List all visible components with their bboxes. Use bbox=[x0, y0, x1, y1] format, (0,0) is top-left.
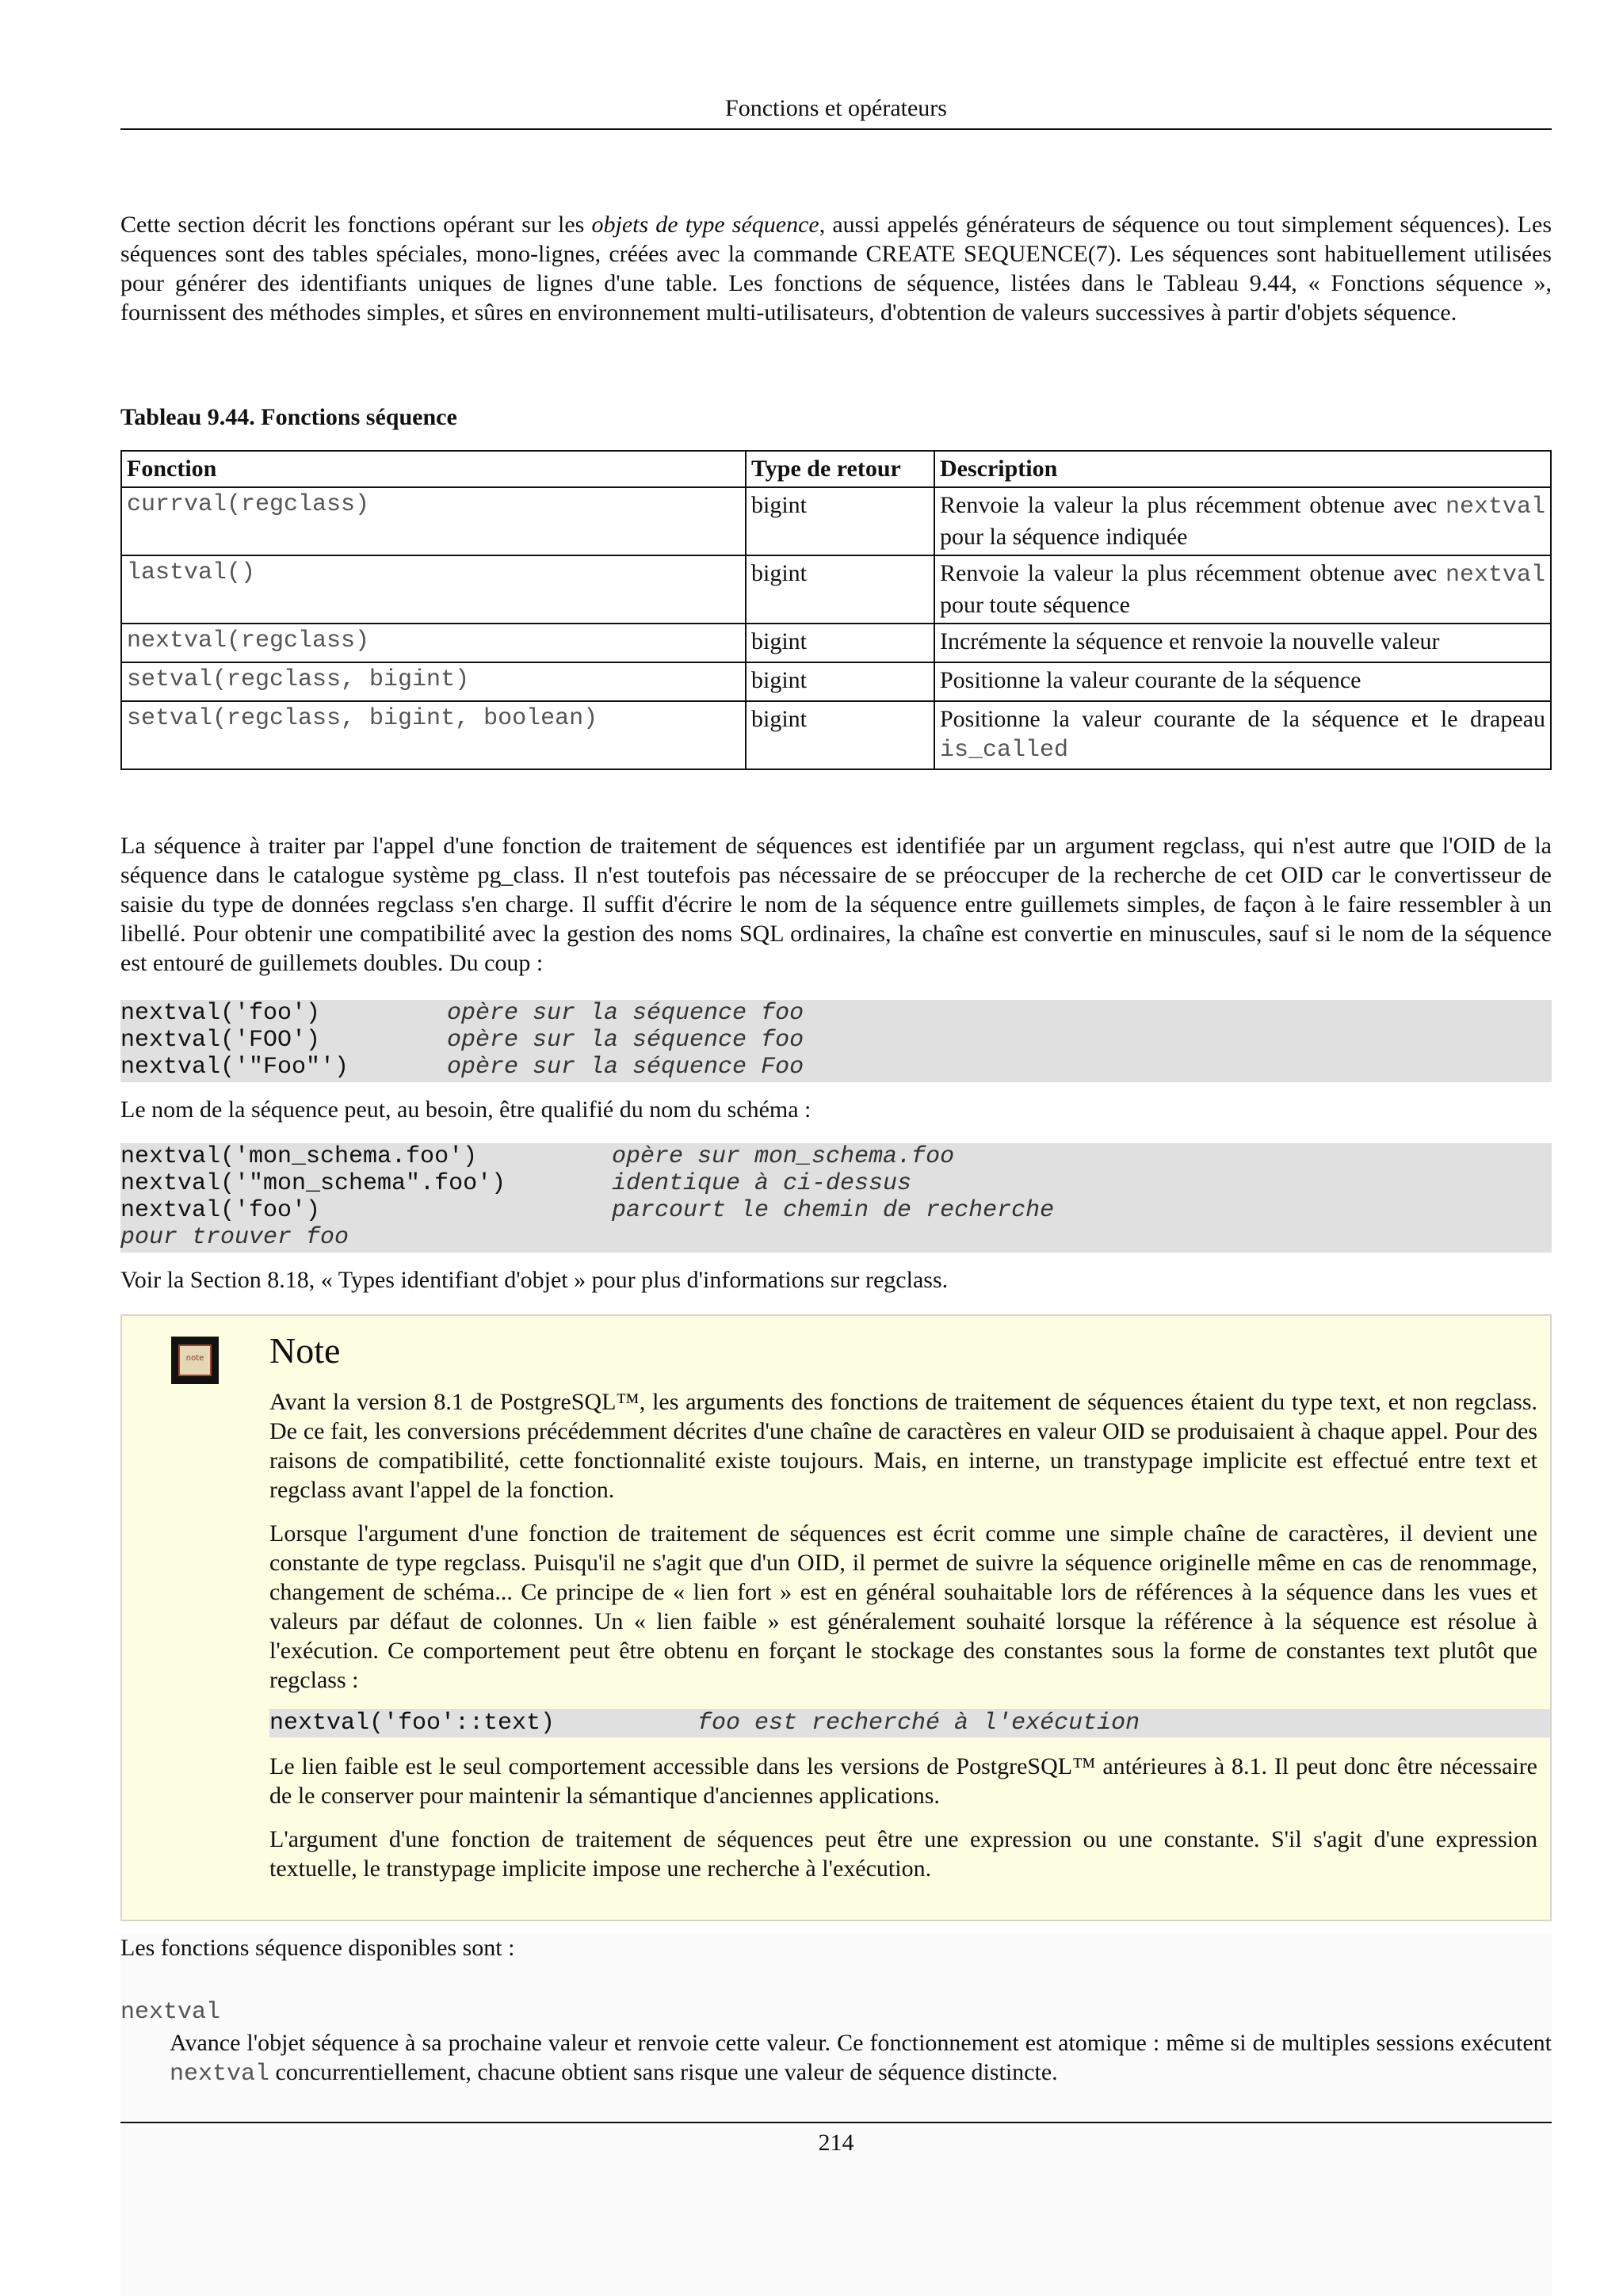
description-text: pour la séquence indiquée bbox=[940, 524, 1188, 550]
code-text: nextval('"Foo"') bbox=[120, 1054, 349, 1081]
code-comment: pour trouver foo bbox=[120, 1224, 349, 1251]
available-functions-paragraph: Les fonctions séquence disponibles sont : bbox=[120, 1935, 515, 1961]
description-cell bbox=[934, 662, 1551, 701]
description-code: nextval bbox=[1445, 494, 1545, 521]
return-type-cell: bigint bbox=[746, 487, 934, 555]
note-paragraph: L'argument d'une fonction de traitement de séquences peut être une expression ou une constante. S'il s'agit d'une expression textuelle, le transtypage implicite impose une recherche à l'exécution. bbox=[269, 1826, 1537, 1882]
note-paragraph: Avant la version 8.1 de PostgreSQL™, les arguments des fonctions de traitement de séquences étaient du type text, et non regclass. De ce fait, les conversions précédemment décrites d'une chaîne de caractères en valeur OID se produisaient à chaque appel. Pour des raisons de compatibilité, cette fonctionnalité existe toujours. Mais, en interne, un transtypage implicite est effectué entre text et regclass avant l'appel de la fonction. bbox=[269, 1389, 1537, 1503]
return-type-cell: bigint bbox=[746, 624, 934, 662]
code-line bbox=[120, 1143, 1552, 1170]
header-rule bbox=[120, 128, 1552, 130]
code-example-schema bbox=[120, 1143, 1552, 1253]
term-text: concurrentiellement, chacune obtient sans risque une valeur de séquence distincte. bbox=[269, 2059, 1058, 2085]
code-text: nextval('FOO') bbox=[120, 1027, 321, 1054]
column-header-function: Fonction bbox=[121, 451, 746, 487]
bottom-shade bbox=[120, 1933, 1552, 2296]
column-header-description: Description bbox=[934, 451, 1551, 487]
see-also-paragraph: Voir la Section 8.18, « Types identifiant d'objet » pour plus d'informations sur regclass. bbox=[120, 1267, 949, 1293]
description-text: Renvoie la valeur la plus récemment obtenue avec bbox=[940, 492, 1445, 518]
table-row bbox=[121, 624, 1551, 662]
return-type-cell: bigint bbox=[746, 555, 934, 624]
note-paragraph: Le lien faible est le seul comportement accessible dans les versions de PostgreSQL™ antérieures à 8.1. Il peut donc être nécessaire de le conserver pour maintenir la sémantique d'anciennes applications. bbox=[269, 1753, 1537, 1809]
description-text: Renvoie la valeur la plus récemment obtenue avec bbox=[940, 560, 1445, 586]
function-cell: currval(regclass) bbox=[121, 487, 746, 555]
code-text: nextval('foo') bbox=[120, 1197, 321, 1224]
code-text: nextval('foo') bbox=[120, 1000, 321, 1027]
column-header-return-type: Type de retour bbox=[746, 451, 934, 487]
description-text: Positionne la valeur courante de la séquence et le drapeau bbox=[940, 706, 1545, 732]
code-line bbox=[120, 1224, 1552, 1251]
sequence-functions-table bbox=[120, 450, 1552, 770]
description-text: Positionne la valeur courante de la séquence bbox=[940, 667, 1361, 693]
description-cell bbox=[934, 487, 1551, 555]
description-text: Incrémente la séquence et renvoie la nouvelle valeur bbox=[940, 628, 1440, 654]
description-cell bbox=[934, 624, 1551, 662]
table-row bbox=[121, 555, 1551, 624]
code-comment: foo est recherché à l'exécution bbox=[697, 1710, 1140, 1737]
code-comment: opère sur la séquence foo bbox=[447, 1027, 804, 1054]
description-code: nextval bbox=[1445, 562, 1545, 589]
intro-text-2: , aussi appelés générateurs de séquence ou tout simplement séquences). Les séquences sont des tables spéciales, mono-lignes, créées avec la commande CREATE SEQUENCE(7). Les séquences sont habituellement utilisées pour générer des identifiants uniques de lignes d'une table. Les fonctions de séquence, listées dans le Tableau 9.44, « Fonctions séquence », fournissent des méthodes simples, et sûres en environnement multi-utilisateurs, d'obtention de valeurs successives à partir d'objets séquence. bbox=[120, 212, 1552, 326]
code-comment: identique à ci-dessus bbox=[612, 1170, 912, 1197]
function-cell: setval(regclass, bigint, boolean) bbox=[121, 701, 746, 769]
code-line bbox=[120, 1054, 1552, 1081]
description-cell bbox=[934, 555, 1551, 624]
term-description bbox=[170, 2028, 1552, 2089]
description-text: pour toute séquence bbox=[940, 592, 1130, 618]
return-type-cell: bigint bbox=[746, 662, 934, 701]
table-row bbox=[121, 701, 1551, 769]
term-text: Avance l'objet séquence à sa prochaine valeur et renvoie cette valeur. Ce fonctionnement est atomique : même si de multiples sessions exécutent bbox=[170, 2030, 1552, 2056]
function-cell: setval(regclass, bigint) bbox=[121, 662, 746, 701]
intro-paragraph bbox=[120, 210, 1552, 327]
page-number: 214 bbox=[818, 2130, 854, 2156]
table-row bbox=[121, 487, 1551, 555]
intro-text-1: Cette section décrit les fonctions opérant sur les bbox=[120, 212, 592, 238]
code-text: nextval('"mon_schema".foo') bbox=[120, 1170, 506, 1197]
regclass-paragraph: La séquence à traiter par l'appel d'une fonction de traitement de séquences est identifiée par un argument regclass, qui n'est autre que l'OID de la séquence dans le catalogue système pg_class. Il n'est toutefois pas nécessaire de se préoccuper de la recherche de cet OID car le convertisseur de saisie du type de données regclass s'en charge. Il suffit d'écrire le nom de la séquence entre guillemets simples, de façon à le faire ressembler à un libellé. Pour obtenir une compatibilité avec la gestion des noms SQL ordinaires, la chaîne est convertie en minuscules, sauf si le nom de la séquence est entouré de guillemets doubles. Du coup : bbox=[120, 833, 1552, 976]
table-caption: Tableau 9.44. Fonctions séquence bbox=[120, 404, 457, 430]
note-icon bbox=[171, 1337, 219, 1384]
code-line bbox=[120, 1027, 1552, 1054]
code-line bbox=[120, 1197, 1552, 1224]
code-comment: opère sur la séquence Foo bbox=[447, 1054, 804, 1081]
code-comment: opère sur la séquence foo bbox=[447, 1000, 804, 1027]
intro-emphasis: objets de type séquence bbox=[591, 212, 819, 238]
note-title: Note bbox=[269, 1330, 341, 1371]
code-text: nextval('foo'::text) bbox=[269, 1710, 556, 1737]
function-cell: lastval() bbox=[121, 555, 746, 624]
note-icon-label: note bbox=[178, 1344, 212, 1376]
code-line bbox=[120, 1000, 1552, 1027]
code-line bbox=[120, 1170, 1552, 1197]
note-admonition bbox=[120, 1314, 1552, 1921]
table-header-row bbox=[121, 451, 1551, 487]
table-row bbox=[121, 662, 1551, 701]
code-text: nextval('mon_schema.foo') bbox=[120, 1143, 478, 1170]
description-code: is_called bbox=[940, 737, 1069, 764]
term-code: nextval bbox=[170, 2061, 270, 2088]
term-nextval: nextval bbox=[120, 1999, 221, 2026]
description-cell bbox=[934, 701, 1551, 769]
footer-rule bbox=[120, 2122, 1552, 2123]
code-comment: parcourt le chemin de recherche bbox=[612, 1197, 1055, 1224]
code-example-case bbox=[120, 1000, 1552, 1082]
page-header: Fonctions et opérateurs bbox=[725, 95, 947, 121]
function-cell: nextval(regclass) bbox=[121, 624, 746, 662]
return-type-cell: bigint bbox=[746, 701, 934, 769]
note-code bbox=[269, 1709, 1550, 1737]
note-paragraph: Lorsque l'argument d'une fonction de traitement de séquences est écrit comme une simple chaîne de caractères, il devient une constante de type regclass. Puisqu'il ne s'agit que d'un OID, il permet de suivre la séquence originelle même en cas de renommage, changement de schéma... Ce principe de « lien fort » est en général souhaitable lors de références à la séquence dans les vues et valeurs par défaut de colonnes. Un « lien faible » est généralement souhaité lorsque la référence à la séquence est résolue à l'exécution. Ce comportement peut être obtenu en forçant le stockage des constantes sous la forme de constantes text plutôt que regclass : bbox=[269, 1520, 1537, 1693]
code-comment: opère sur mon_schema.foo bbox=[612, 1143, 955, 1170]
note-body bbox=[269, 1387, 1537, 1897]
schema-paragraph: Le nom de la séquence peut, au besoin, être qualifié du nom du schéma : bbox=[120, 1097, 812, 1123]
